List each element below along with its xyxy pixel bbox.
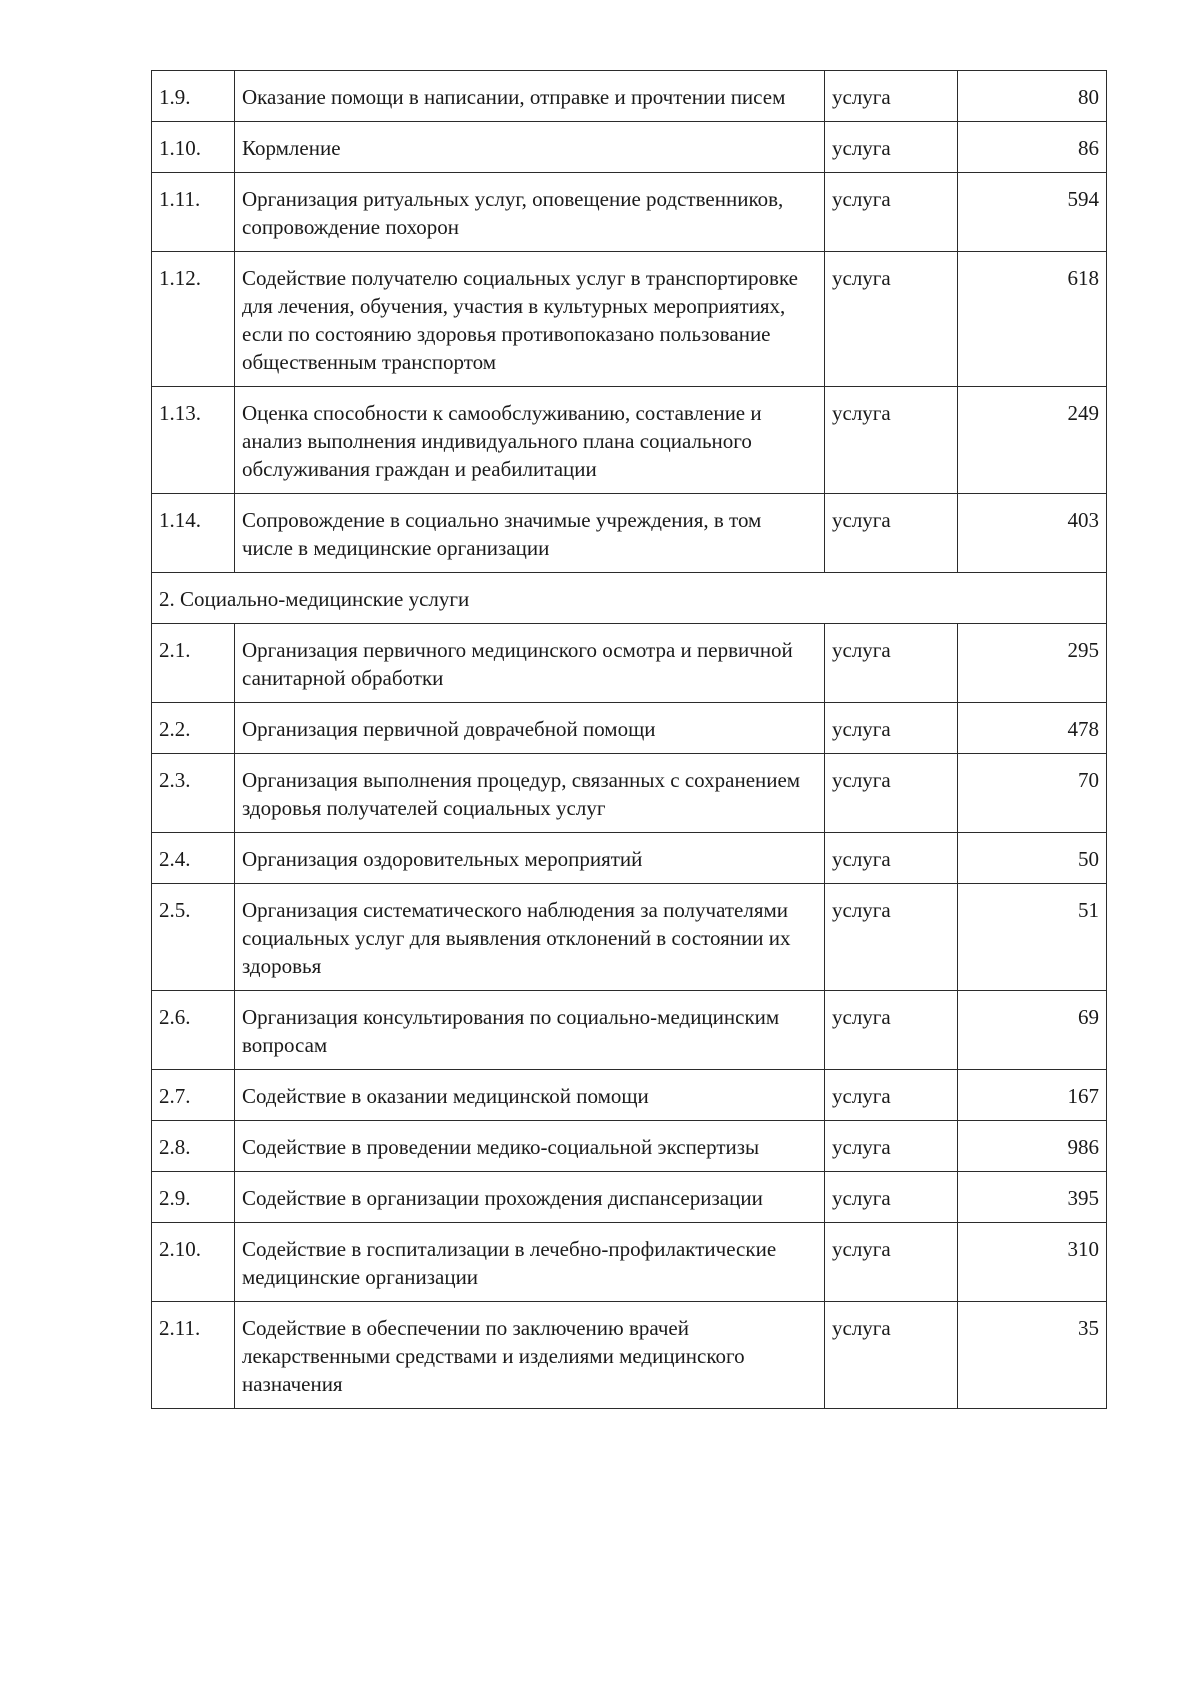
service-number: 1.13. — [152, 387, 235, 494]
service-name: Организация выполнения процедур, связанных с сохранением здоровья получателей социальных услуг — [235, 754, 825, 833]
section-title: 2. Социально-медицинские услуги — [152, 573, 1107, 624]
section-header-row — [152, 573, 1107, 624]
table-row — [152, 703, 1107, 754]
table-row — [152, 1302, 1107, 1409]
service-unit: услуга — [825, 884, 958, 991]
service-unit: услуга — [825, 1172, 958, 1223]
service-price: 80 — [958, 71, 1107, 122]
service-number: 2.1. — [152, 624, 235, 703]
service-name: Сопровождение в социально значимые учреждения, в том числе в медицинские организации — [235, 494, 825, 573]
table-row — [152, 833, 1107, 884]
service-unit: услуга — [825, 833, 958, 884]
service-number: 2.3. — [152, 754, 235, 833]
service-number: 2.4. — [152, 833, 235, 884]
service-name: Содействие в проведении медико-социальной экспертизы — [235, 1121, 825, 1172]
table-row — [152, 754, 1107, 833]
service-name: Содействие в обеспечении по заключению врачей лекарственными средствами и изделиями медицинского назначения — [235, 1302, 825, 1409]
service-number: 2.11. — [152, 1302, 235, 1409]
service-name: Оказание помощи в написании, отправке и прочтении писем — [235, 71, 825, 122]
service-unit: услуга — [825, 1121, 958, 1172]
services-price-table — [151, 70, 1107, 1409]
service-number: 2.10. — [152, 1223, 235, 1302]
table-row — [152, 494, 1107, 573]
service-unit: услуга — [825, 173, 958, 252]
service-unit: услуга — [825, 1070, 958, 1121]
table-row — [152, 1172, 1107, 1223]
table-row — [152, 1070, 1107, 1121]
service-price: 50 — [958, 833, 1107, 884]
service-price: 478 — [958, 703, 1107, 754]
service-name: Содействие в организации прохождения диспансеризации — [235, 1172, 825, 1223]
service-unit: услуга — [825, 703, 958, 754]
service-number: 2.5. — [152, 884, 235, 991]
service-name: Организация оздоровительных мероприятий — [235, 833, 825, 884]
table-row — [152, 252, 1107, 387]
service-price: 167 — [958, 1070, 1107, 1121]
service-price: 618 — [958, 252, 1107, 387]
table-row — [152, 624, 1107, 703]
service-price: 51 — [958, 884, 1107, 991]
service-number: 1.12. — [152, 252, 235, 387]
table-row — [152, 173, 1107, 252]
service-price: 986 — [958, 1121, 1107, 1172]
service-price: 395 — [958, 1172, 1107, 1223]
service-unit: услуга — [825, 122, 958, 173]
table-row — [152, 1223, 1107, 1302]
service-unit: услуга — [825, 252, 958, 387]
table-row — [152, 1121, 1107, 1172]
service-price: 86 — [958, 122, 1107, 173]
service-price: 35 — [958, 1302, 1107, 1409]
service-name: Кормление — [235, 122, 825, 173]
service-number: 1.11. — [152, 173, 235, 252]
service-name: Содействие получателю социальных услуг в транспортировке для лечения, обучения, участия в культурных мероприятиях, если по состоянию здоровья противопоказано пользование общественным транспортом — [235, 252, 825, 387]
service-unit: услуга — [825, 991, 958, 1070]
service-name: Организация консультирования по социально-медицинским вопросам — [235, 991, 825, 1070]
service-name: Содействие в оказании медицинской помощи — [235, 1070, 825, 1121]
service-name: Организация систематического наблюдения за получателями социальных услуг для выявления отклонений в состоянии их здоровья — [235, 884, 825, 991]
service-number: 2.7. — [152, 1070, 235, 1121]
service-number: 1.9. — [152, 71, 235, 122]
service-unit: услуга — [825, 1302, 958, 1409]
service-number: 2.8. — [152, 1121, 235, 1172]
service-price: 295 — [958, 624, 1107, 703]
service-number: 1.14. — [152, 494, 235, 573]
service-unit: услуга — [825, 387, 958, 494]
service-name: Содействие в госпитализации в лечебно-профилактические медицинские организации — [235, 1223, 825, 1302]
service-name: Организация первичной доврачебной помощи — [235, 703, 825, 754]
service-unit: услуга — [825, 754, 958, 833]
service-number: 2.6. — [152, 991, 235, 1070]
service-unit: услуга — [825, 1223, 958, 1302]
service-name: Организация первичного медицинского осмотра и первичной санитарной обработки — [235, 624, 825, 703]
service-unit: услуга — [825, 624, 958, 703]
service-price: 249 — [958, 387, 1107, 494]
service-name: Организация ритуальных услуг, оповещение родственников, сопровождение похорон — [235, 173, 825, 252]
service-price: 70 — [958, 754, 1107, 833]
service-number: 2.9. — [152, 1172, 235, 1223]
service-price: 403 — [958, 494, 1107, 573]
table-row — [152, 122, 1107, 173]
service-number: 1.10. — [152, 122, 235, 173]
service-unit: услуга — [825, 494, 958, 573]
table-row — [152, 991, 1107, 1070]
table-body — [152, 71, 1107, 1409]
service-unit: услуга — [825, 71, 958, 122]
service-number: 2.2. — [152, 703, 235, 754]
table-row — [152, 71, 1107, 122]
table-row — [152, 387, 1107, 494]
service-price: 310 — [958, 1223, 1107, 1302]
service-name: Оценка способности к самообслуживанию, составление и анализ выполнения индивидуального плана социального обслуживания граждан и реабилитации — [235, 387, 825, 494]
service-price: 69 — [958, 991, 1107, 1070]
service-price: 594 — [958, 173, 1107, 252]
table-row — [152, 884, 1107, 991]
